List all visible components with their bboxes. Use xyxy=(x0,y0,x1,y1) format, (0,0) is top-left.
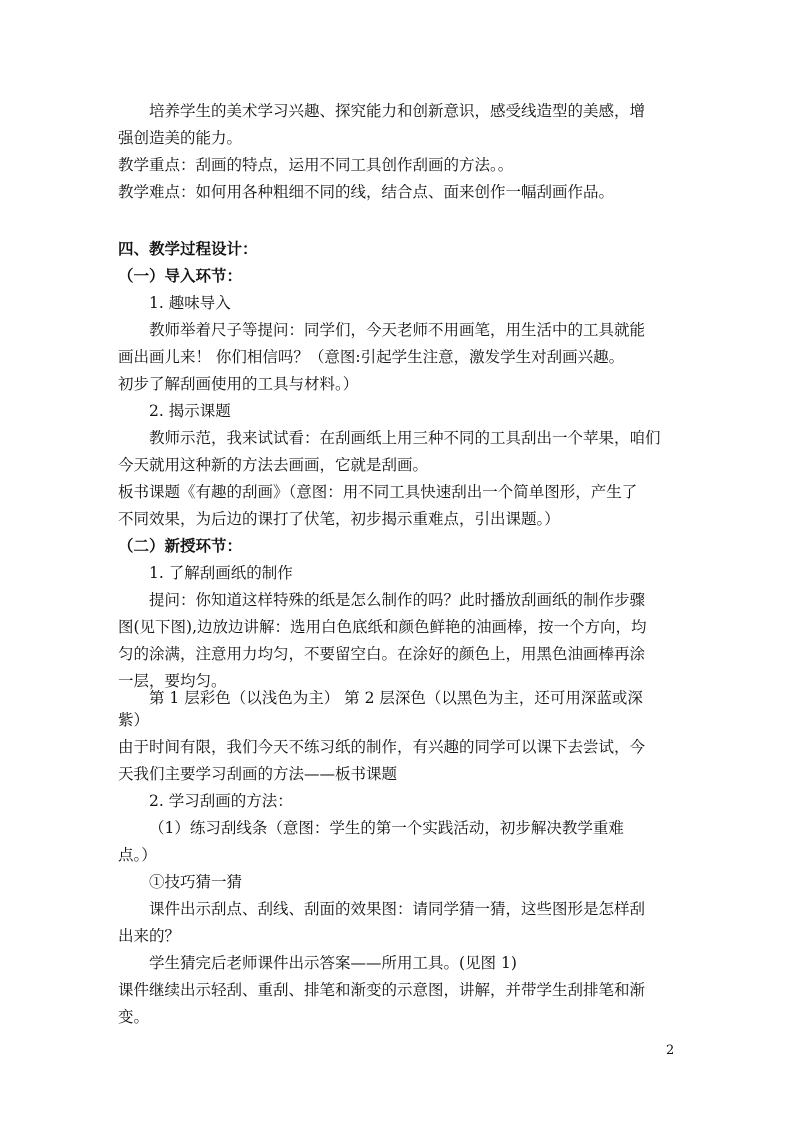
section-heading: 四、教学过程设计： xyxy=(118,239,258,258)
paragraph-line: 图(见下图),边放边讲解：选用白色底纸和颜色鲜艳的油画棒，按一个方向，均 xyxy=(118,618,647,636)
paragraph-line: 今天就用这种新的方法去画画，它就是刮画。 xyxy=(118,456,429,474)
list-item: 1. 了解刮画纸的制作 xyxy=(149,564,293,582)
paragraph-line: 点。） xyxy=(118,846,157,864)
subsection-heading: （二）新授环节： xyxy=(118,536,243,555)
list-item: 2. 学习刮画的方法： xyxy=(149,792,293,810)
paragraph-line: 变。 xyxy=(118,1008,150,1026)
paragraph-line: 板书课题《有趣的刮画》（意图：用不同工具快速刮出一个简单图形，产生了 xyxy=(118,483,638,501)
page-number: 2 xyxy=(666,1043,675,1058)
paragraph-line: 学生猜完后老师课件出示答案——所用工具。(见图 1) xyxy=(149,954,517,972)
paragraph-line: 出来的？ xyxy=(118,927,181,945)
paragraph-line: 提问：你知道这样特殊的纸是怎么制作的吗？此时播放刮画纸的制作步骤 xyxy=(149,591,646,609)
paragraph-line: 一层，要均匀。 xyxy=(118,672,227,690)
paragraph-line: 天我们主要学习刮画的方法——板书课题 xyxy=(118,765,398,783)
list-item: 1. 趣味导入 xyxy=(149,294,231,312)
paragraph-line: 强创造美的能力。 xyxy=(118,129,243,147)
paragraph-line: 课件继续出示轻刮、重刮、排笔和渐变的示意图，讲解，并带学生刮排笔和渐 xyxy=(118,981,646,999)
key-point-line: 教学重点：刮画的特点，运用不同工具创作刮画的方法。。 xyxy=(118,156,514,174)
paragraph-line: 教师举着尺子等提问：同学们，今天老师不用画笔，用生活中的工具就能 xyxy=(149,321,646,339)
paragraph-line: 紫） xyxy=(118,711,150,729)
paragraph-line: 由于时间有限，我们今天不练习纸的制作，有兴趣的同学可以课下去尝试，今 xyxy=(118,738,646,756)
paragraph-line: 教师示范，我来试试看：在刮画纸上用三种不同的工具刮出一个苹果，咱们 xyxy=(149,429,661,447)
list-item: 2. 揭示课题 xyxy=(149,402,231,420)
paragraph-line: 初步了解刮画使用的工具与材料。） xyxy=(118,375,359,393)
paragraph-line: 画出画儿来！ 你们相信吗？（意图:引起学生注意，激发学生对刮画兴趣。 xyxy=(118,348,625,366)
paragraph-line: 培养学生的美术学习兴趣、探究能力和创新意识，感受线造型的美感，增 xyxy=(149,102,646,120)
list-item: （1）练习刮线条（意图：学生的第一个实践活动，初步解决教学重难 xyxy=(149,819,624,837)
subsection-heading: （一）导入环节： xyxy=(118,266,243,285)
paragraph-line: 课件出示刮点、刮线、刮面的效果图：请同学猜一猜，这些图形是怎样刮 xyxy=(149,900,646,918)
list-item: ①技巧猜一猜 xyxy=(149,873,243,891)
difficult-point-line: 教学难点：如何用各种粗细不同的线，结合点、面来创作一幅刮画作品。 xyxy=(118,183,615,201)
paragraph-line: 不同效果，为后边的课打了伏笔，初步揭示重难点，引出课题。） xyxy=(118,510,560,528)
paragraph-line: 第 1 层彩色（以浅色为主） 第 2 层深色（以黑色为主，还可用深蓝或深 xyxy=(149,689,643,707)
paragraph-line: 匀的涂满，注意用力均匀，不要留空白。在涂好的颜色上，用黑色油画棒再涂 xyxy=(118,645,646,663)
